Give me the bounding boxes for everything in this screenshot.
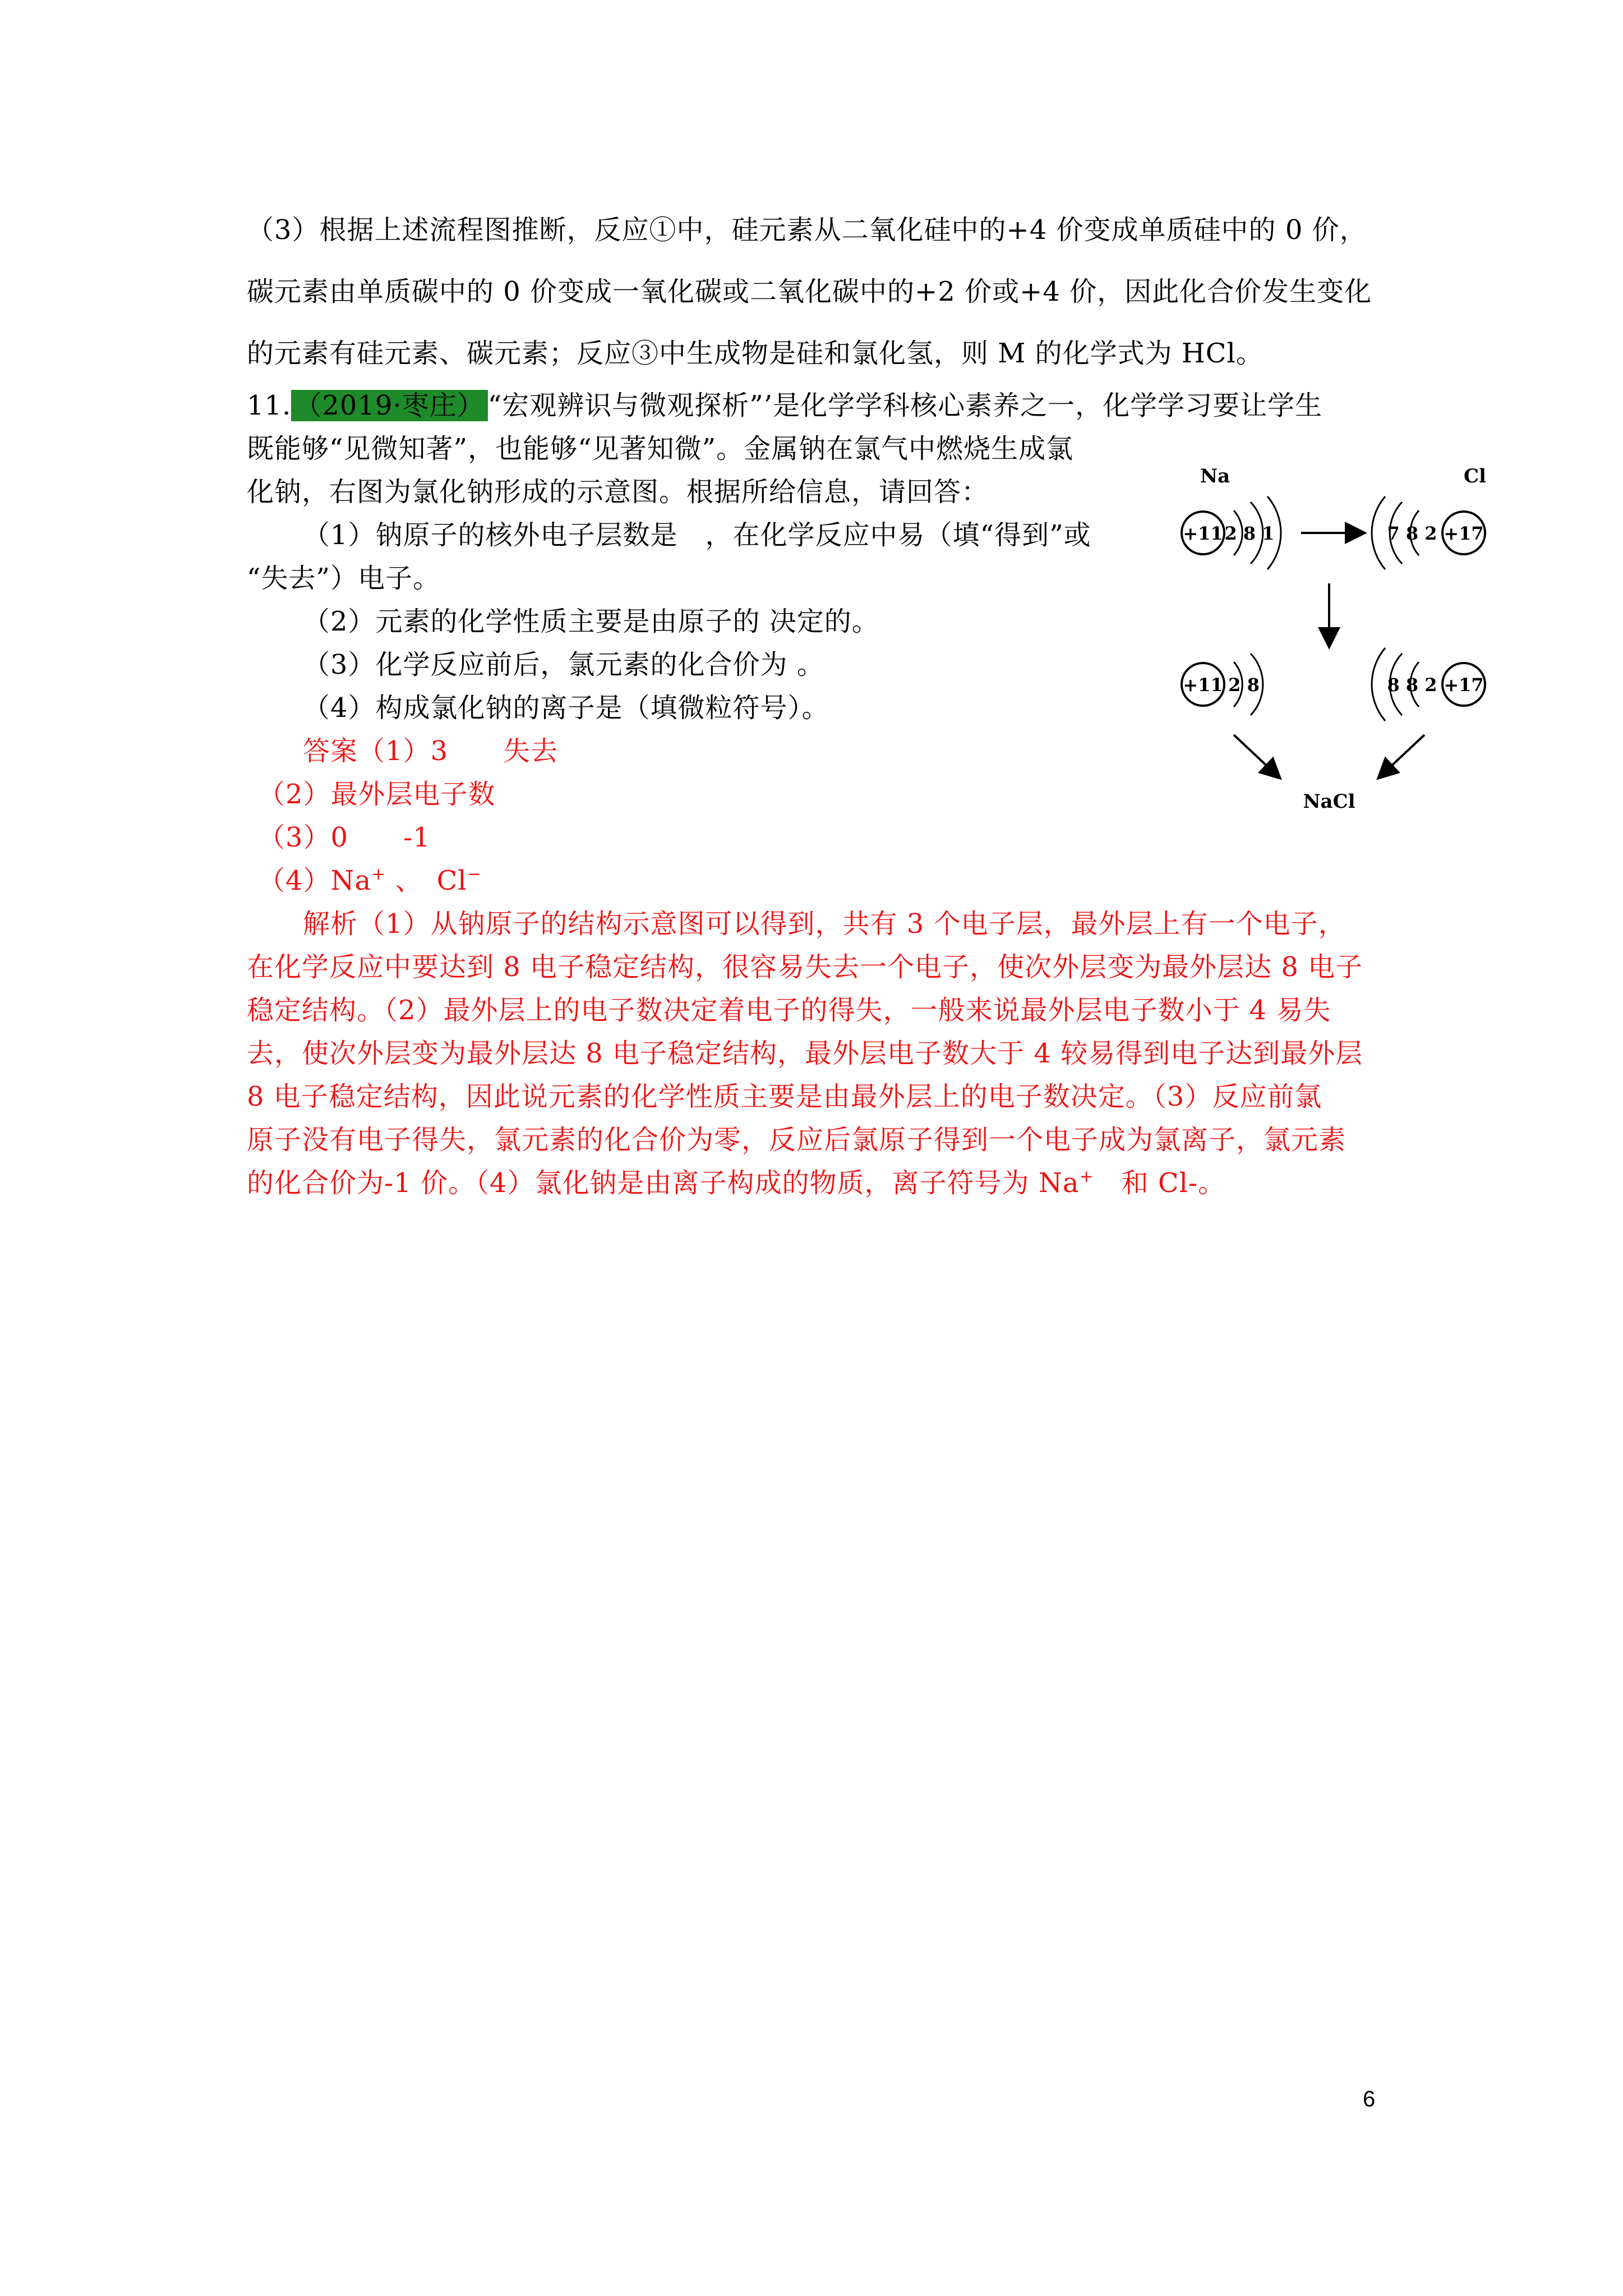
product-label: NaCl	[1303, 790, 1355, 813]
paragraph-3-line-3: 的元素有硅元素、碳元素；反应③中生成物是硅和氯化氢，则 M 的化学式为 HCl。	[247, 338, 1264, 369]
explanation-line-7-text-2: 和 Cl-。	[1094, 1167, 1226, 1199]
cl-nucleus-charge: +17	[1444, 523, 1484, 544]
explanation-line-4: 去，使次外层变为最外层达 8 电子稳定结构，最外层电子数大于 4 较易得到电子达到最外层	[247, 1038, 1363, 1069]
explanation-line-3: 稳定结构。（2）最外层上的电子数决定着电子的得失，一般来说最外层电子数小于 4 易失	[247, 995, 1331, 1026]
cl-label: Cl	[1464, 465, 1486, 487]
sub-question-1-line-2: “失去”）电子。	[247, 563, 441, 594]
answer-1: 答案（1）3 失去	[303, 735, 559, 767]
sub-question-3: （3）化学反应前后，氯元素的化合价为 。	[303, 649, 824, 680]
na-ion-electrons: 2 8	[1228, 674, 1260, 696]
arrow-na-to-nacl	[1234, 735, 1279, 777]
na-nucleus-charge: +11	[1183, 523, 1223, 544]
explanation-line-1: 解析（1）从钠原子的结构示意图可以得到，共有 3 个电子层，最外层上有一个电子，	[303, 908, 1346, 940]
answer-4-text-2: 、 Cl	[386, 865, 467, 896]
na-label: Na	[1200, 465, 1230, 487]
cl-shell-3	[1372, 496, 1385, 569]
answer-4-superscript-2: −	[467, 864, 482, 884]
na-ion-nucleus-charge: +11	[1183, 674, 1223, 696]
source-tag: （2019·枣庄）	[291, 390, 487, 421]
answer-4	[258, 864, 482, 898]
cl-ion-nucleus-charge: +17	[1444, 674, 1484, 696]
answer-4-superscript-1: +	[371, 864, 386, 884]
na-electrons: 2 8 1	[1224, 523, 1275, 544]
explanation-line-7	[247, 1166, 1225, 1200]
question-11-stem-line-3: 化钠，右图为氯化钠形成的示意图。根据所给信息，请回答：	[247, 476, 989, 508]
answer-4-text: （4）Na	[258, 865, 372, 896]
arrow-cl-to-nacl	[1380, 735, 1424, 777]
cl-ion-shell-3	[1372, 648, 1385, 721]
question-number: 11.	[247, 390, 292, 421]
question-11-stem-line-2: 既能够“见微知著”，也能够“见著知微”。金属钠在氯气中燃烧生成氯	[247, 433, 1074, 464]
explanation-line-5: 8 电子稳定结构，因此说元素的化学性质主要是由最外层上的电子数决定。（3）反应前氯	[247, 1081, 1322, 1112]
answer-2: （2）最外层电子数	[258, 779, 496, 810]
sub-question-1-line-1: （1）钠原子的核外电子层数是 ，在化学反应中易（填“得到”或	[303, 519, 1091, 551]
paragraph-3-line-2: 碳元素由单质碳中的 0 价变成一氧化碳或二氧化碳中的+2 价或+4 价，因此化合价发生变化	[247, 276, 1372, 307]
paragraph-3-line-1: （3）根据上述流程图推断，反应①中，硅元素从二氧化硅中的+4 价变成单质硅中的 0 价，	[247, 214, 1367, 246]
cl-electrons: 7 8 2	[1387, 523, 1437, 544]
explanation-line-6: 原子没有电子得失，氯元素的化合价为零，反应后氯原子得到一个电子成为氯离子，氯元素	[247, 1124, 1347, 1156]
sub-question-2: （2）元素的化学性质主要是由原子的 决定的。	[303, 606, 879, 637]
explanation-line-7-superscript: +	[1079, 1167, 1094, 1186]
question-11-stem-line-1	[247, 389, 1322, 422]
nacl-formation-figure	[1178, 449, 1492, 830]
sub-question-4: （4）构成氯化钠的离子是（填微粒符号）。	[303, 692, 829, 724]
answer-3: （3）0 -1	[258, 822, 431, 853]
explanation-line-2: 在化学反应中要达到 8 电子稳定结构，很容易失去一个电子，使次外层变为最外层达 8 电子	[247, 951, 1363, 983]
stem-text: “宏观辨识与微观探析”’是化学学科核心素养之一，化学学习要让学生	[487, 390, 1323, 421]
explanation-line-7-text: 的化合价为-1 价。（4）氯化钠是由离子构成的物质，离子符号为 Na	[247, 1167, 1080, 1199]
cl-ion-electrons: 8 8 2	[1387, 674, 1437, 696]
page-number: 6	[1363, 2087, 1376, 2111]
